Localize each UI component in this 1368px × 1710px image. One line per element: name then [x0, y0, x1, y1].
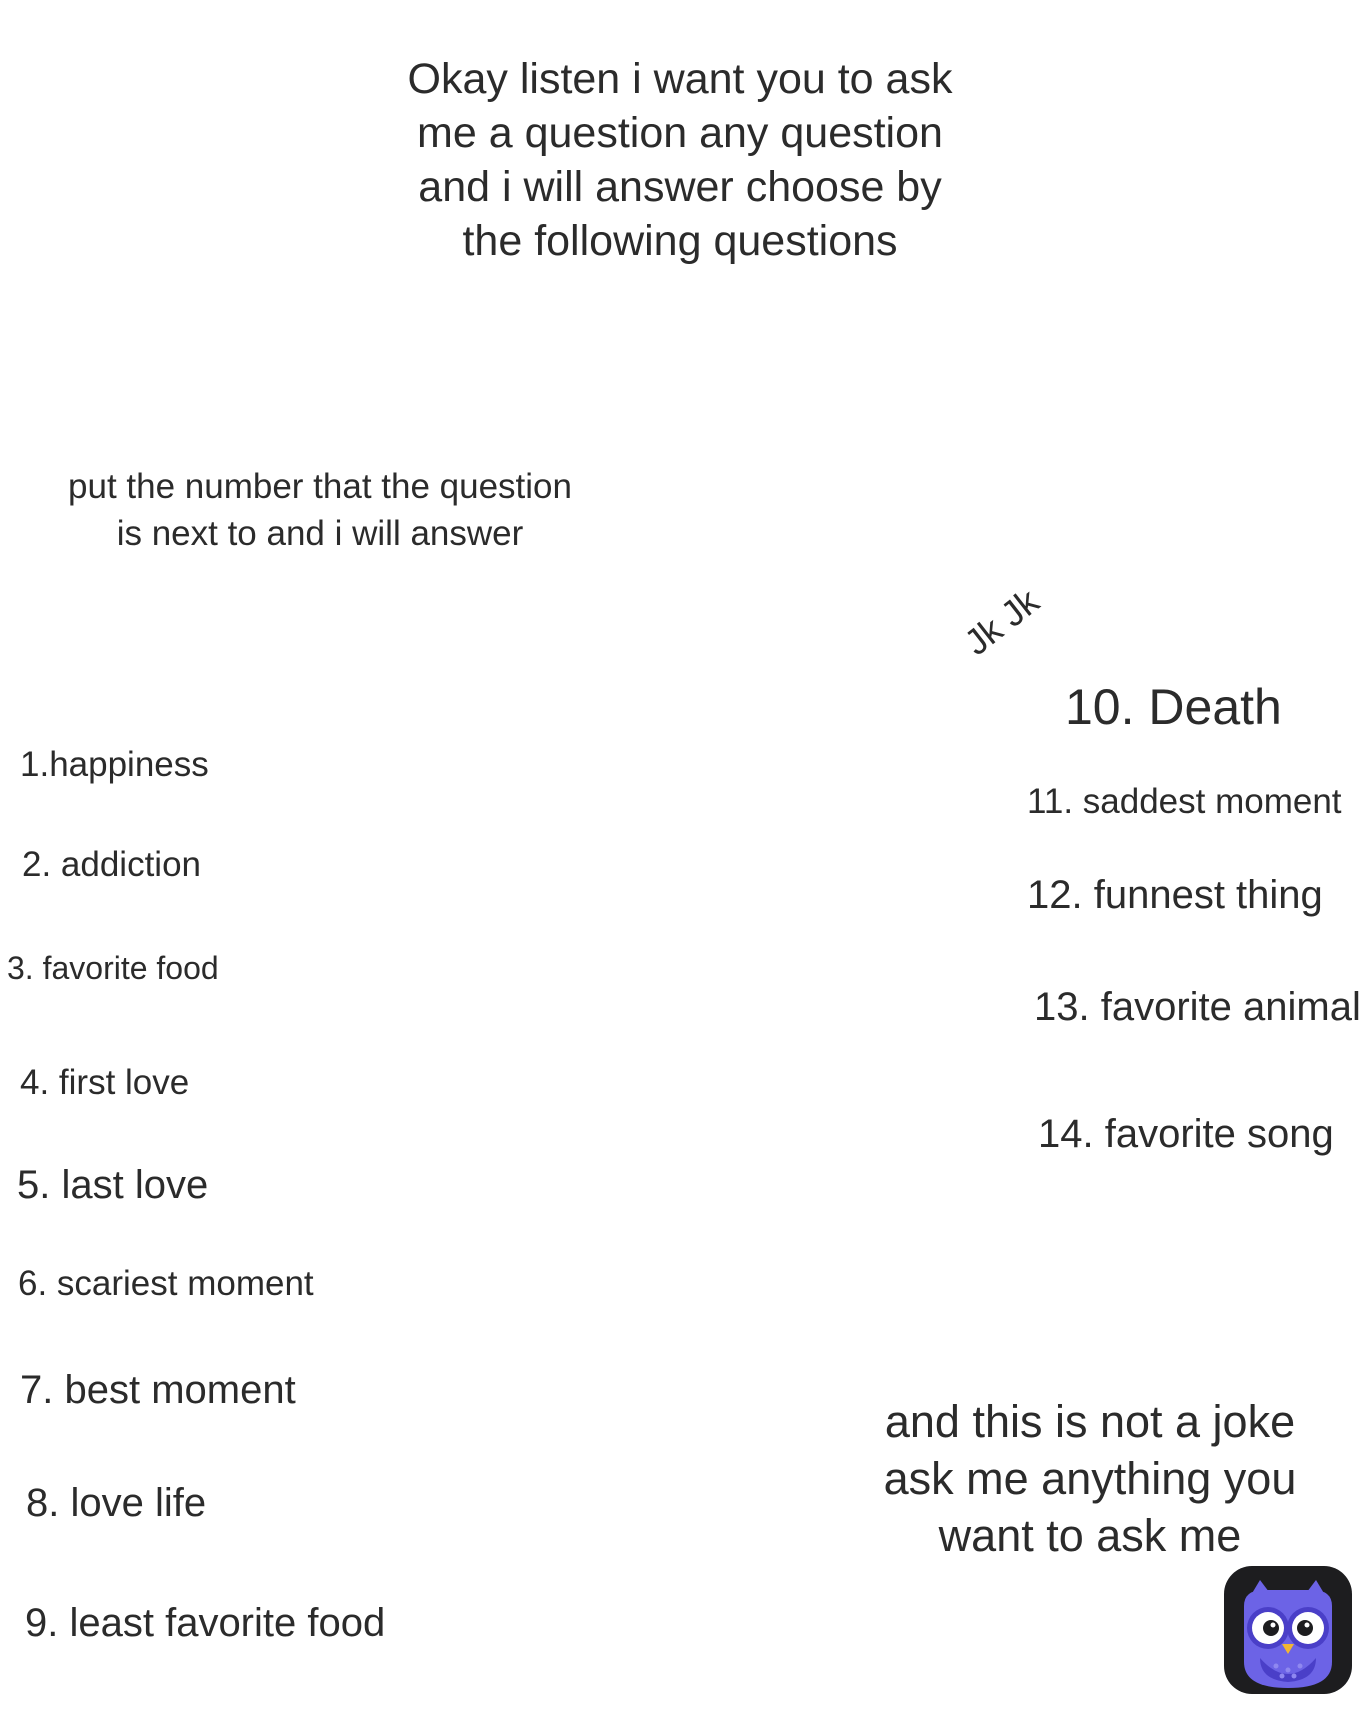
owl-app-logo [1224, 1566, 1352, 1694]
question-11: 11. saddest moment [1027, 782, 1342, 821]
question-9: 9. least favorite food [25, 1601, 386, 1645]
question-5: 5. last love [17, 1163, 209, 1207]
question-7: 7. best moment [20, 1368, 296, 1412]
owl-icon [1224, 1566, 1352, 1694]
jk-aside: Jk Jk [956, 580, 1047, 664]
question-10: 10. Death [1065, 679, 1282, 735]
question-14: 14. favorite song [1038, 1112, 1334, 1156]
question-4: 4. first love [20, 1063, 190, 1102]
question-6: 6. scariest moment [18, 1264, 314, 1303]
question-2: 2. addiction [22, 845, 202, 884]
question-13: 13. favorite animal [1034, 985, 1361, 1029]
intro-text: Okay listen i want you to ask me a question any question and i will answer choose by the following questions [407, 55, 953, 265]
question-8: 8. love life [26, 1481, 207, 1525]
closing-text: and this is not a joke ask me anything you want to ask me [883, 1396, 1297, 1561]
question-12: 12. funnest thing [1027, 873, 1323, 917]
instruction-text: put the number that the question is next to and i will answer [68, 467, 572, 553]
question-1: 1.happiness [20, 745, 209, 784]
question-3: 3. favorite food [7, 950, 219, 986]
